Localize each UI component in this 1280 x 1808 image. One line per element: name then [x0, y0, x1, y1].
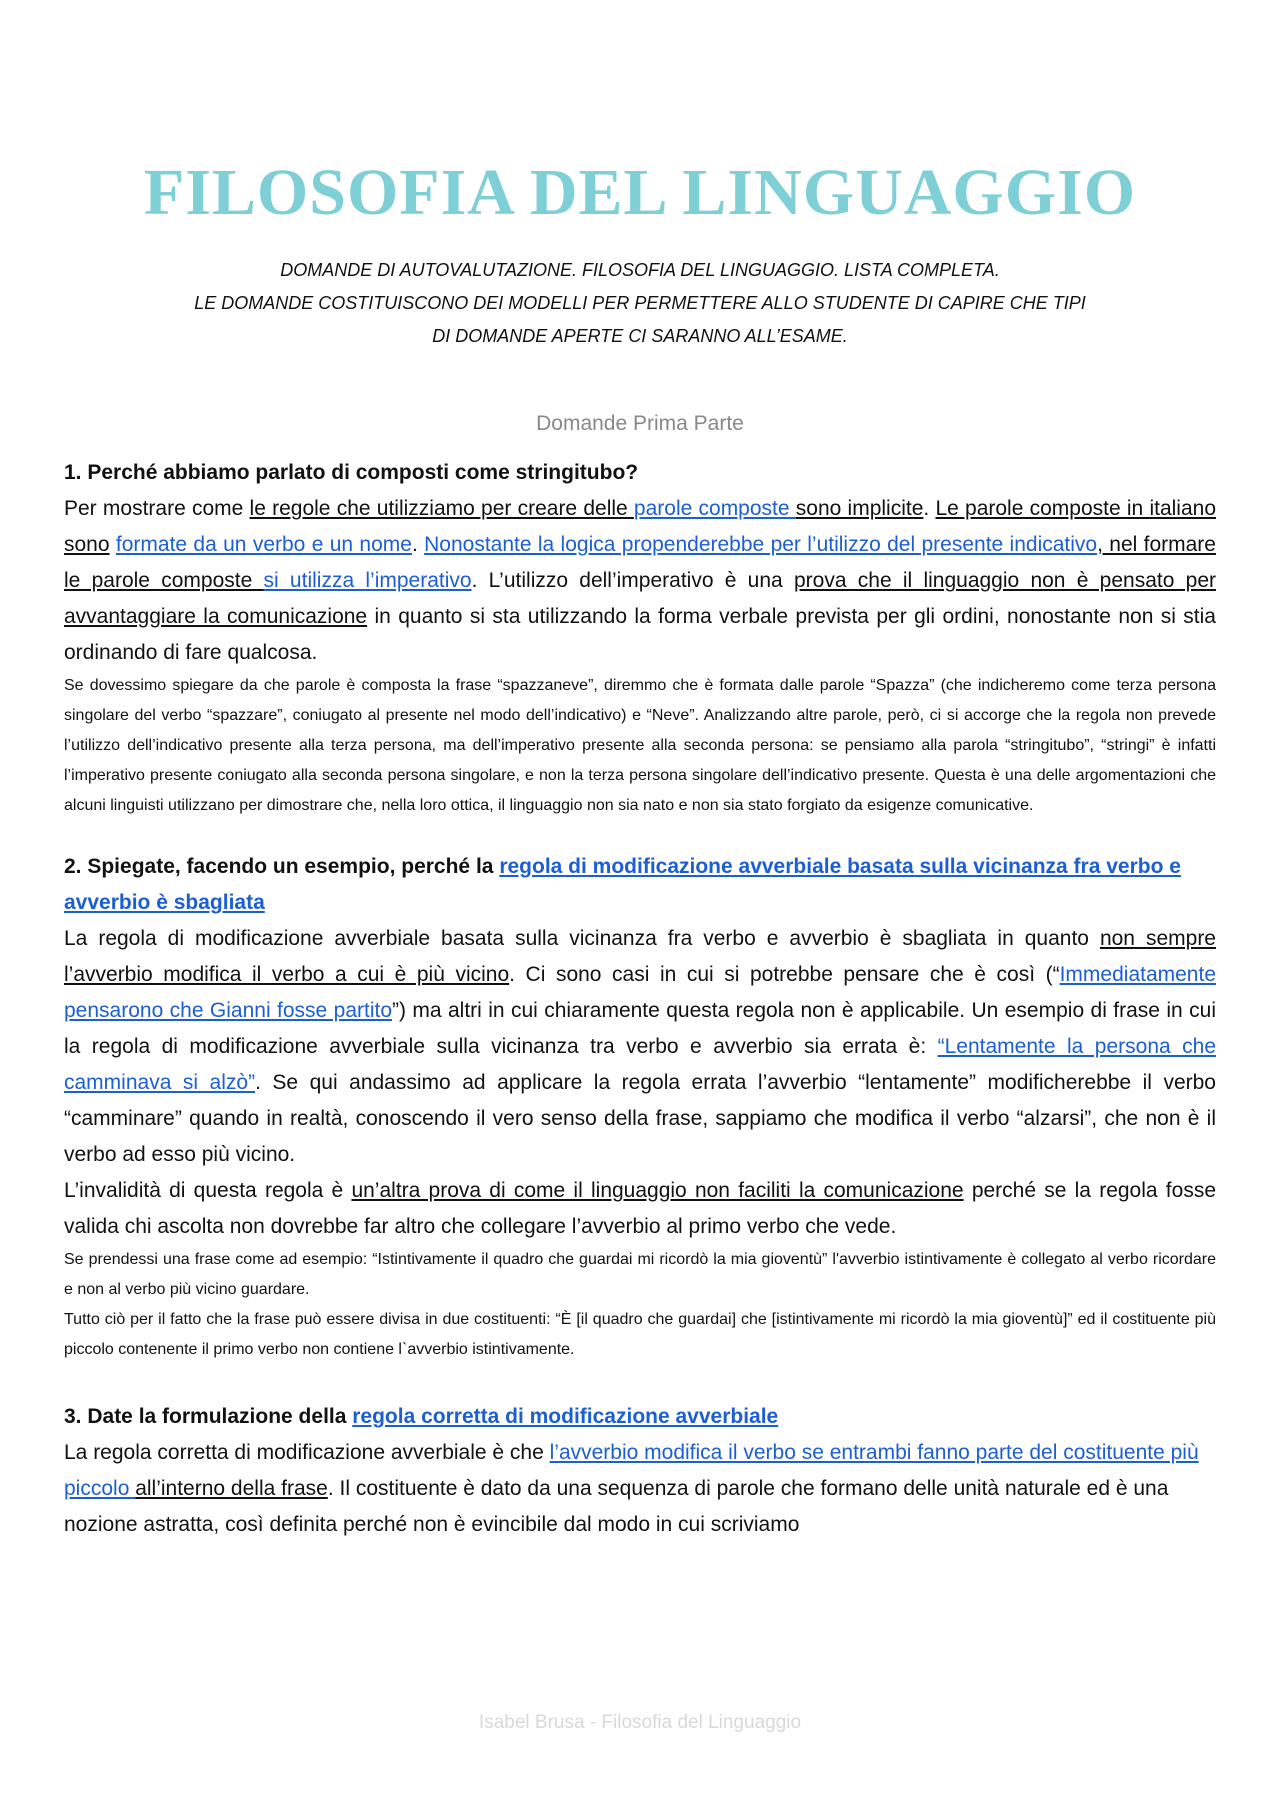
text: . Il costituente è dato da una sequenza di parole che formano delle unità naturale ed è una nozione astratta, così definita perché non è evincibile dal modo in cui scriviamo — [64, 1477, 1169, 1536]
note-2b: Tutto ciò per il fatto che la frase può essere divisa in due costituenti: “È [il quadro che guardai] che [istintivamente mi ricordò la mia gioventù]” ed il costituente più piccolo contenente il primo verbo non contiene l`avverbio istintivamente. — [64, 1311, 1216, 1358]
text: La regola corretta di modificazione avverbiale è che — [64, 1441, 550, 1464]
subtitle-line: LE DOMANDE COSTITUISCONO DEI MODELLI PER PERMETTERE ALLO STUDENTE DI CAPIRE CHE TIPI — [194, 293, 1086, 313]
subtitle-line: DOMANDE DI AUTOVALUTAZIONE. FILOSOFIA DEL LINGUAGGIO. LISTA COMPLETA. — [280, 260, 1000, 280]
underlined-text: non sempre l’avverbio modifica il verbo a cui è più vicino — [64, 927, 1216, 986]
underlined-text: prova che il linguaggio non è pensato per avvantaggiare la comunicazione — [64, 569, 1216, 628]
link-example-lentamente[interactable]: “Lentamente la persona che camminava si alzò” — [64, 1035, 1216, 1094]
question-text: 3. Date la formulazione della — [64, 1405, 353, 1428]
link-imperativo[interactable]: si utilizza l’imperativo — [263, 569, 472, 592]
spacer — [64, 821, 1216, 849]
answer-2-continued — [64, 1173, 1216, 1245]
underlined-text: all’interno della frase — [135, 1477, 328, 1500]
text: La regola di modificazione avverbiale basata sulla vicinanza fra verbo e avverbio è sbagliata in quanto — [64, 927, 1100, 950]
underlined-text: le regole che utilizziamo per creare delle — [249, 497, 634, 520]
text: . Ci sono casi in cui si potrebbe pensare che è così (“ — [509, 963, 1060, 986]
section-heading: Domande Prima Parte — [536, 412, 744, 435]
link-regola-vicinanza[interactable]: regola di modificazione avverbiale basata sulla vicinanza fra verbo e avverbio è sbagliata — [64, 855, 1181, 914]
text: in quanto si sta utilizzando la forma verbale prevista per gli ordini, nonostante non si stia ordinando di fare qualcosa. — [64, 605, 1216, 664]
link-verbo-nome[interactable]: formate da un verbo e un nome — [115, 533, 412, 556]
document-body — [64, 455, 1216, 1543]
answer-1 — [64, 491, 1216, 671]
link-parole-composte[interactable]: parole composte — [633, 497, 796, 520]
answer-3 — [64, 1435, 1216, 1543]
text: L’invalidità di questa regola è — [64, 1179, 352, 1202]
question-1: 1. Perché abbiamo parlato di composti come stringitubo? — [64, 461, 639, 484]
underlined-text: , nel formare le parole composte — [64, 533, 1216, 592]
text: . — [923, 497, 936, 520]
link-presente-indicativo[interactable]: Nonostante la logica propenderebbe per l’utilizzo del presente indicativo — [424, 533, 1098, 556]
link-costituente[interactable]: l’avverbio modifica il verbo se entrambi fanno parte del costituente più piccolo — [64, 1441, 1199, 1500]
note-2a: Se prendessi una frase come ad esempio: “Istintivamente il quadro che guardai mi ricordò la mia gioventù” l'avverbio istintivamente è collegato al verbo ricordare e non al verbo più vicino guardare. — [64, 1251, 1216, 1298]
page-footer: Isabel Brusa - Filosofia del Linguaggio — [478, 1712, 802, 1733]
underlined-text: Le parole composte in italiano sono — [64, 497, 1216, 556]
subtitle-line: DI DOMANDE APERTE CI SARANNO ALL’ESAME. — [432, 326, 848, 346]
spacer — [64, 1365, 1216, 1399]
text: Per mostrare come — [64, 497, 250, 520]
document-title: FILOSOFIA DEL LINGUAGGIO — [143, 156, 1137, 229]
link-regola-corretta[interactable]: regola corretta di modificazione avverbiale — [352, 1405, 779, 1428]
document-subtitle — [150, 254, 1130, 353]
text: ”) ma altri in cui chiaramente questa regola non è applicabile. Un esempio di frase in cui la regola di modificazione avverbiale sulla vicinanza tra verbo e avverbio sia errata è: — [64, 999, 1216, 1058]
text: . Se qui andassimo ad applicare la regola errata l’avverbio “lentamente” modificherebbe il verbo “camminare” quando in realtà, conoscendo il vero senso della frase, sappiamo che modifica il verbo “alzarsi”, che non è il verbo ad esso più vicino. — [64, 1071, 1216, 1166]
underlined-text: un’altra prova di come il linguaggio non faciliti la comunicazione — [351, 1179, 964, 1202]
note-1: Se dovessimo spiegare da che parole è composta la frase “spazzaneve”, diremmo che è formata dalle parole “Spazza” (che indicheremo come terza persona singolare del verbo “spazzare”, coniugato al presente nel modo dell’indicativo) e “Neve”. Analizzando altre parole, però, ci si accorge che la regola non prevede l’utilizzo dell’indicativo presente alla terza persona, ma dell’imperativo presente alla seconda persona: se pensiamo alla parola “stringitubo”, “stringi” è infatti l’imperativo presente coniugato alla seconda persona singolare, e non la terza persona singolare dell’indicativo presente. Questa è una delle argomentazioni che alcuni linguisti utilizzano per dimostrare che, nella loro ottica, il linguaggio non sia nato e non sia stato forgiato da esigenze comunicative. — [64, 677, 1216, 814]
question-2 — [64, 849, 1216, 921]
text: . L’utilizzo dell’imperativo è una — [471, 569, 794, 592]
question-3 — [64, 1399, 1216, 1435]
text: . — [411, 533, 425, 556]
question-text: 2. Spiegate, facendo un esempio, perché la — [64, 855, 500, 878]
text: perché se la regola fosse valida chi ascolta non dovrebbe far altro che collegare l’avverbio al primo verbo che vede. — [64, 1179, 1216, 1238]
link-example-immediatamente[interactable]: Immediatamente pensarono che Gianni fosse partito — [64, 963, 1216, 1022]
answer-2 — [64, 921, 1216, 1173]
underlined-text: sono implicite — [795, 497, 924, 520]
